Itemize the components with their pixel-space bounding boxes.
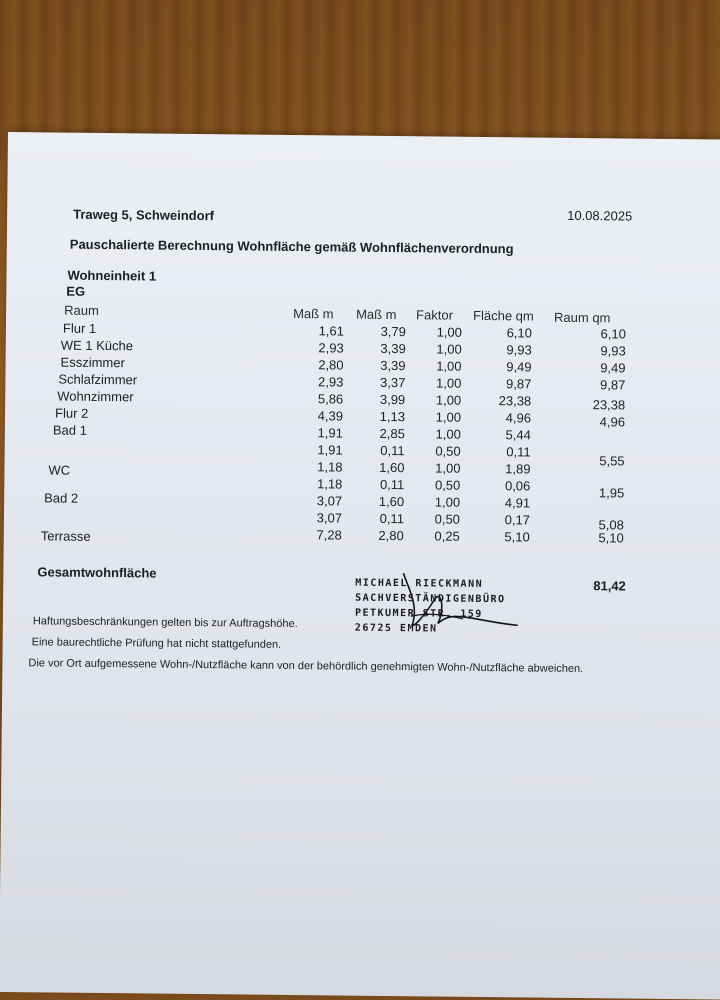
measure-1: 1,18: [316, 476, 343, 492]
measure-2: 3,37: [380, 374, 406, 391]
factor: 1,00: [435, 460, 461, 476]
factor: 1,00: [436, 341, 462, 357]
measure-2: 0,11: [379, 510, 405, 527]
room-name: Schlafzimmer: [58, 371, 138, 388]
room-name: Esszimmer: [60, 354, 125, 371]
note-liability: Haftungsbeschränkungen gelten bis zur Auftragshöhe.: [32, 615, 298, 631]
note-building-check: Eine baurechtliche Prüfung hat nicht stattgefunden.: [31, 636, 282, 651]
floor-label: EG: [66, 283, 86, 299]
measure-2: 0,11: [380, 442, 405, 459]
col-header-flaeche: Fläche qm: [473, 307, 534, 324]
total-label: Gesamtwohnfläche: [37, 564, 157, 581]
col-header-raum: Raum: [64, 302, 99, 318]
measure-1: 1,61: [318, 323, 345, 339]
document-sheet: [0, 132, 720, 1000]
area-sqm: 9,93: [506, 342, 532, 358]
measure-1: 2,80: [318, 357, 344, 373]
measure-1: 5,86: [317, 391, 344, 407]
factor: 1,00: [434, 494, 461, 510]
room-sqm: 9,49: [600, 360, 626, 376]
room-name: Flur 2: [54, 405, 89, 421]
measure-2: 1,60: [378, 493, 405, 510]
stamp-line: 26725 EMDEN: [354, 622, 438, 635]
factor: 1,00: [435, 392, 462, 408]
factor: 1,00: [435, 409, 462, 425]
measure-2: 1,13: [379, 408, 406, 425]
area-sqm: 4,96: [505, 410, 532, 426]
room-name: WE 1 Küche: [60, 337, 134, 354]
factor: 0,50: [435, 443, 461, 459]
room-sqm: 9,93: [600, 343, 626, 359]
factor: 0,50: [434, 511, 461, 527]
room-sqm: 1,95: [598, 485, 625, 501]
factor: 0,50: [434, 477, 461, 493]
factor: 1,00: [436, 375, 462, 391]
address: Traweg 5, Schweindorf: [73, 206, 215, 224]
stamp-line: PETKUMER STR. 159: [354, 607, 483, 620]
room-sqm: 23,38: [592, 397, 626, 413]
col-header-faktor: Faktor: [416, 307, 454, 323]
stamp-line: MICHAEL RIECKMANN: [355, 577, 484, 591]
measure-2: 1,60: [379, 459, 405, 476]
factor: 1,00: [435, 426, 461, 442]
note-area-deviation: Die vor Ort aufgemessene Wohn-/Nutzfläche kann von der behördlich genehmigten Wohn-/Nutzfläche abweichen.: [28, 657, 584, 676]
room-sqm: 9,87: [599, 377, 626, 393]
area-sqm: 0,17: [504, 512, 531, 528]
measure-1: 7,28: [316, 527, 342, 543]
room-name: Terrasse: [40, 528, 91, 544]
document-date: 10.08.2025: [567, 207, 633, 224]
room-sqm: 5,08: [598, 517, 624, 533]
room-name: Bad 2: [44, 490, 79, 506]
area-sqm: 9,87: [506, 376, 532, 392]
measure-1: 2,93: [318, 340, 344, 356]
factor: 1,00: [436, 324, 463, 340]
measure-2: 2,85: [379, 425, 405, 442]
col-header-raum-qm: Raum qm: [554, 309, 611, 326]
measure-1: 1,91: [317, 442, 343, 458]
factor: 0,25: [434, 528, 460, 544]
room-name: Flur 1: [62, 320, 97, 336]
stamp-line: SACHVERSTÄNDIGENBÜRO: [355, 592, 506, 606]
measure-1: 3,07: [316, 510, 343, 526]
factor: 1,00: [436, 358, 462, 374]
area-sqm: 5,44: [505, 427, 531, 443]
area-sqm: 5,10: [504, 529, 530, 545]
room-sqm: 5,10: [598, 530, 624, 546]
room-name: Bad 1: [52, 422, 87, 438]
measure-1: 4,39: [317, 408, 344, 424]
measure-1: 2,93: [318, 374, 344, 390]
col-header-mass-1: Maß m: [293, 305, 334, 322]
room-sqm: 5,55: [599, 453, 625, 469]
col-header-mass-2: Maß m: [356, 306, 397, 323]
room-sqm: 4,96: [599, 414, 626, 430]
area-sqm: 4,91: [504, 495, 531, 511]
measure-2: 0,11: [379, 476, 405, 493]
area-sqm: 23,38: [498, 393, 532, 409]
area-sqm: 9,49: [506, 359, 532, 375]
measure-1: 3,07: [316, 493, 343, 509]
area-sqm: 6,10: [506, 325, 533, 341]
measure-2: 3,99: [379, 391, 406, 408]
room-name: WC: [48, 462, 71, 478]
measure-2: 2,80: [378, 527, 404, 544]
measure-1: 1,91: [317, 425, 343, 441]
unit-label: Wohneinheit 1: [67, 267, 157, 284]
handwritten-signature: [383, 568, 524, 639]
total-value: 81,42: [593, 578, 626, 594]
measure-2: 3,39: [380, 340, 406, 357]
document-title: Pauschalierte Berechnung Wohnfläche gemäß Wohnflächenverordnung: [69, 236, 514, 257]
area-sqm: 0,06: [504, 478, 531, 494]
area-sqm: 1,89: [505, 461, 531, 477]
measure-1: 1,18: [317, 459, 343, 475]
room-sqm: 6,10: [600, 326, 626, 342]
area-sqm: 0,11: [506, 444, 531, 460]
measure-2: 3,39: [380, 357, 406, 374]
measure-2: 3,79: [380, 323, 407, 340]
room-name: Wohnzimmer: [57, 388, 134, 405]
